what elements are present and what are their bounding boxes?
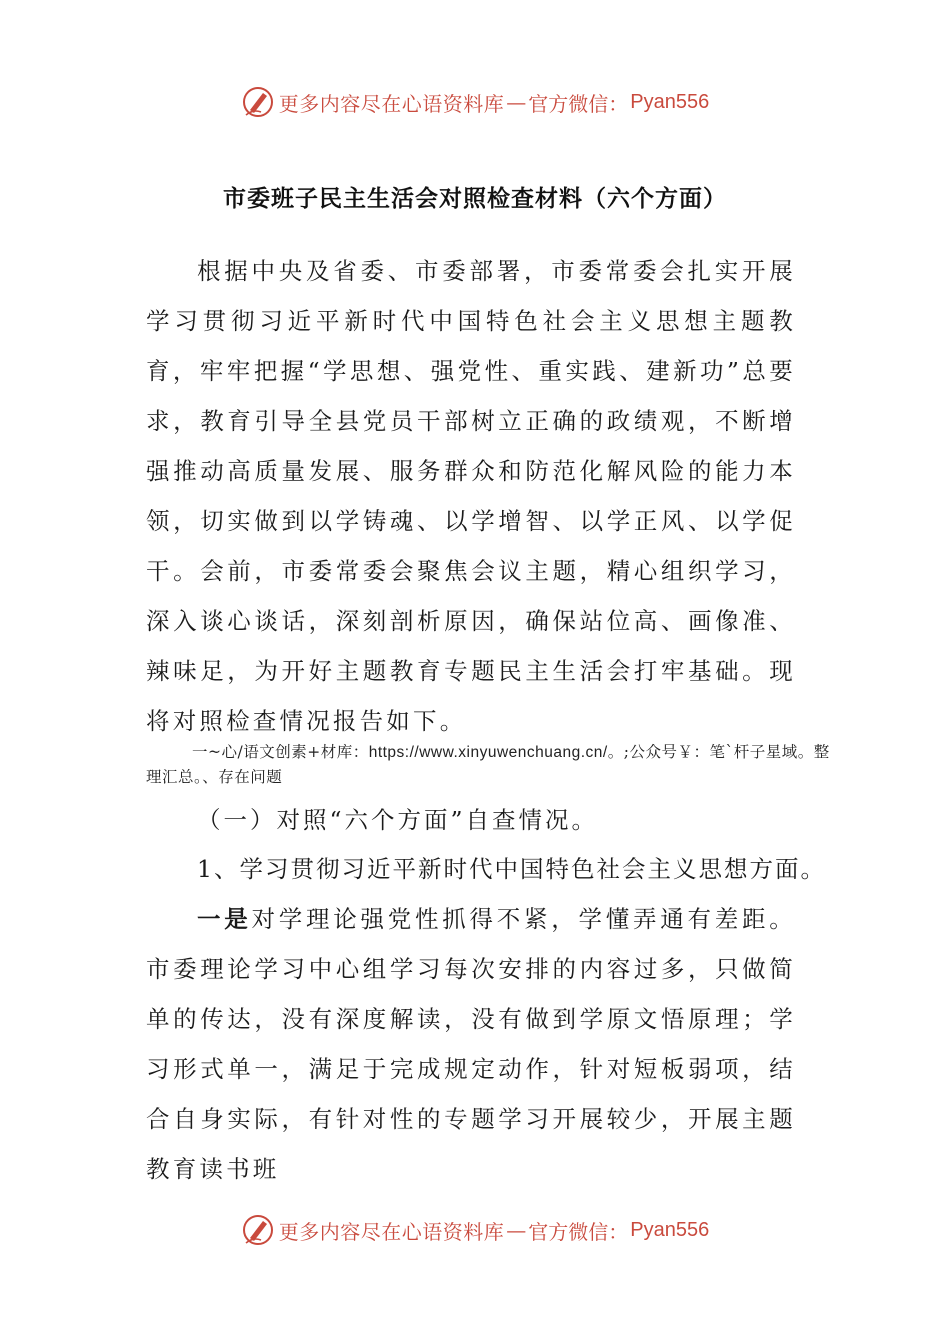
header-banner bbox=[0, 84, 950, 120]
source-note bbox=[146, 740, 836, 790]
pen-logo-icon bbox=[241, 1213, 275, 1247]
banner-dash: — bbox=[506, 1218, 527, 1242]
banner-label: 官方微信： bbox=[528, 91, 629, 116]
banner-text: 更多内容尽在心语资料库 bbox=[278, 91, 505, 116]
pen-logo-icon bbox=[241, 85, 275, 119]
intro-paragraph: 根据中央及省委、市委部署，市委常委会扎实开展学习贯彻习近平新时代中国特色社会主义思想主题教育，牢牢把握“学思想、强党性、重实践、建新功”总要求，教育引导全县党员干部树立正确的政绩观，不断增强推动高质量发展、服务群众和防范化解风险的能力本领，切实做到以学铸魂、以学增智、以学正风、以学促干。会前，市委常委会聚焦会议主题，精心组织学习，深入谈心谈话，深刻剖析原因，确保站位高、画像准、辣味足，为开好主题教育专题民主生活会打牢基础。现将对照检查情况报告如下。 bbox=[146, 257, 796, 735]
point-label: 一是 bbox=[197, 905, 252, 933]
point-paragraph bbox=[146, 894, 796, 1194]
note-prefix: 一~心/语文创素+材库： bbox=[192, 743, 369, 761]
section-subheading: （一）对照“六个方面”自查情况。 bbox=[197, 806, 599, 834]
note-suffix: 。;公众号￥：笔`杆子星域。整理汇总。、存在问题 bbox=[146, 743, 830, 786]
banner-dash: — bbox=[506, 90, 527, 114]
banner-text: 更多内容尽在心语资料库 bbox=[278, 1219, 505, 1244]
item-heading: 1、学习贯彻习近平新时代中国特色社会主义思想方面。 bbox=[197, 855, 826, 883]
footer-banner bbox=[0, 1212, 950, 1248]
wechat-handle: Pyan556 bbox=[630, 90, 710, 113]
document-title: 市委班子民主生活会对照检查材料（六个方面） bbox=[223, 185, 727, 212]
note-url: https://www.xinyuwenchuang.cn/ bbox=[368, 744, 608, 761]
banner-label: 官方微信： bbox=[528, 1219, 629, 1244]
wechat-handle: Pyan556 bbox=[630, 1218, 710, 1241]
point-text: 对学理论强党性抓得不紧，学懂弄通有差距。市委理论学习中心组学习每次安排的内容过多，只做简单的传达，没有深度解读，没有做到学原文悟原理；学习形式单一，满足于完成规定动作，针对短板弱项，结合自身实际，有针对性的专题学习开展较少，开展主题教育读书班 bbox=[146, 905, 797, 1183]
